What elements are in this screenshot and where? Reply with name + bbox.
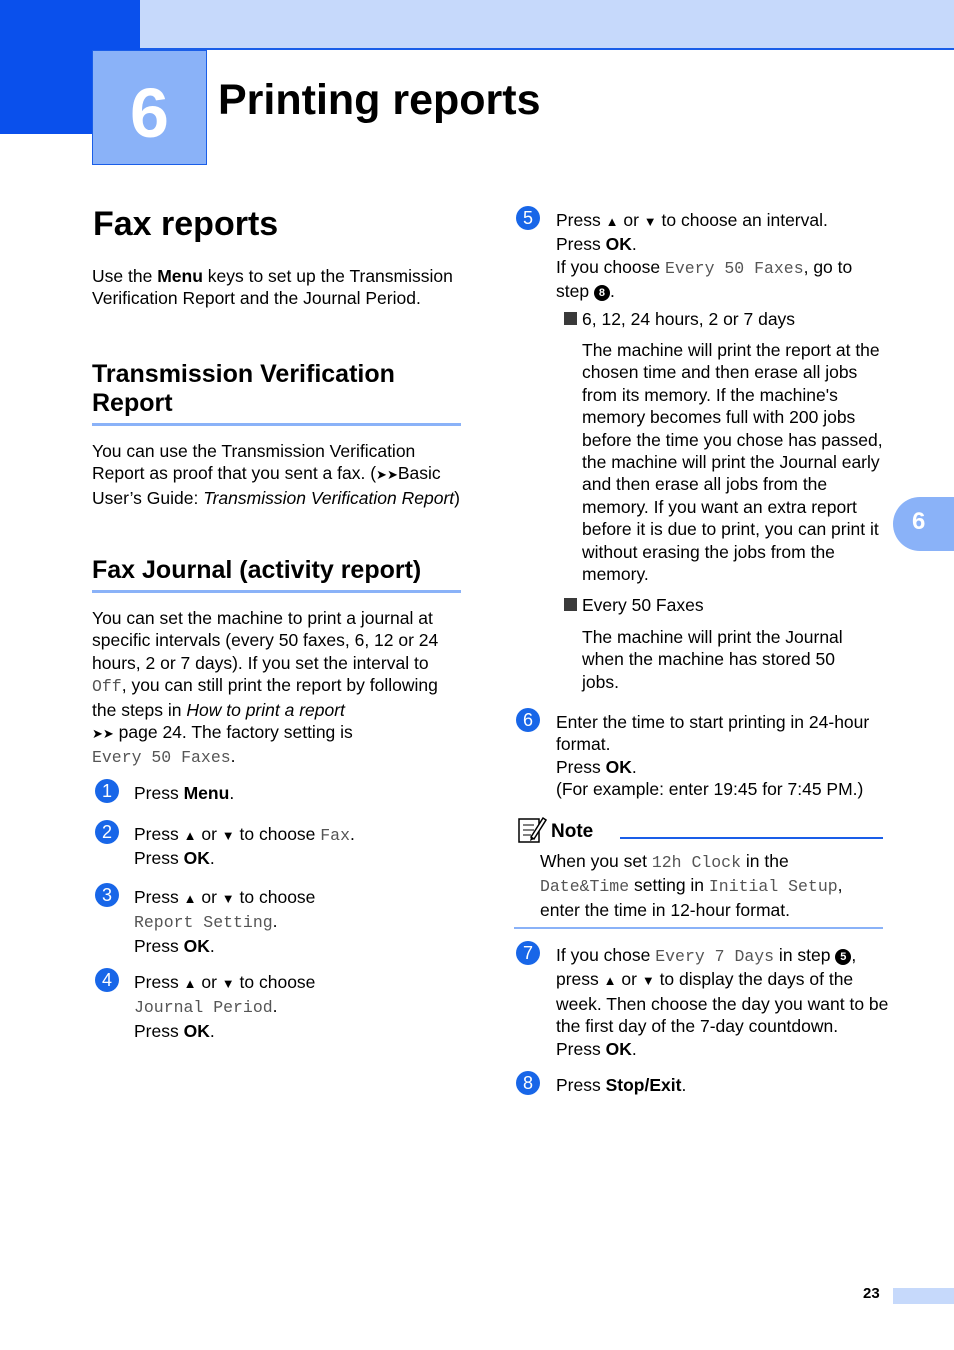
step-text-end: . bbox=[209, 1020, 215, 1041]
press-text: Press bbox=[134, 1020, 184, 1041]
step-8-badge: 8 bbox=[516, 1071, 540, 1095]
note-text-2: in the bbox=[741, 851, 789, 871]
option-2-title: Every 50 Faxes bbox=[582, 595, 704, 615]
lcd-default-text: Every 50 Faxes bbox=[92, 748, 231, 768]
lcd-every-50-text: Every 50 Faxes bbox=[664, 258, 804, 278]
step-2-text bbox=[134, 823, 464, 870]
up-arrow-icon: ▲ bbox=[183, 891, 197, 906]
tvr-text-end: ) bbox=[454, 487, 460, 508]
lcd-journal-period-text: Journal Period bbox=[134, 998, 273, 1018]
double-arrow-icon: ➤➤ bbox=[376, 467, 398, 483]
step-1-text bbox=[134, 782, 464, 804]
ok-key-text: OK bbox=[605, 234, 632, 255]
step-text: Press bbox=[134, 972, 184, 992]
step-text-2: to choose bbox=[234, 972, 316, 992]
down-arrow-icon: ▼ bbox=[221, 976, 235, 991]
step-text: Press bbox=[134, 783, 184, 803]
step-text-2: in step bbox=[774, 945, 836, 965]
down-arrow-icon: ▼ bbox=[221, 891, 235, 906]
step-7-text bbox=[556, 944, 891, 1060]
note-title: Note bbox=[551, 821, 594, 842]
lcd-off-text: Off bbox=[92, 677, 122, 697]
note-title-rule bbox=[620, 837, 883, 839]
double-arrow-icon: ➤➤ bbox=[92, 726, 114, 742]
press-text: Press bbox=[134, 935, 184, 956]
journal-paragraph bbox=[92, 607, 462, 770]
chapter-side-tab-number: 6 bbox=[912, 508, 926, 535]
step-text: Press bbox=[556, 1075, 606, 1095]
step-text: Enter the time to start printing in 24-hour format. bbox=[556, 712, 870, 755]
step-text: If you chose bbox=[556, 945, 656, 965]
step-5-text bbox=[556, 209, 886, 303]
down-arrow-icon: ▼ bbox=[641, 973, 655, 989]
or-text: or bbox=[618, 210, 644, 230]
menu-key-text: Menu bbox=[183, 783, 230, 803]
ok-key-text: OK bbox=[183, 1020, 210, 1041]
step-5-badge: 5 bbox=[516, 206, 540, 230]
up-arrow-icon: ▲ bbox=[605, 214, 619, 229]
down-arrow-icon: ▼ bbox=[643, 214, 657, 229]
press-text: Press bbox=[556, 234, 606, 255]
step-text-end: . bbox=[209, 935, 215, 956]
menu-key-text: Menu bbox=[157, 266, 203, 286]
step-text: Press bbox=[134, 824, 184, 844]
lcd-initial-setup-text: Initial Setup bbox=[708, 877, 838, 897]
step-text-end: . bbox=[631, 1038, 637, 1059]
lcd-fax-text: Fax bbox=[320, 826, 350, 845]
journal-text-2: , you can still print the report by following the steps in bbox=[92, 675, 438, 720]
tvr-heading-rule bbox=[92, 423, 461, 426]
ok-key-text: OK bbox=[183, 935, 210, 956]
or-text: or bbox=[196, 972, 222, 992]
header-rule bbox=[140, 48, 954, 50]
journal-text-end: . bbox=[230, 746, 236, 767]
lcd-date-time-text: Date&Time bbox=[540, 877, 630, 897]
step-text-4: press bbox=[556, 969, 604, 990]
example-text: (For example: enter 19:45 for 7:45 PM.) bbox=[556, 779, 864, 800]
chapter-number-box bbox=[92, 50, 207, 165]
step-text: Press bbox=[556, 210, 606, 230]
intro-text: Use the bbox=[92, 266, 158, 286]
step-7-badge: 7 bbox=[516, 941, 540, 965]
step-ref-badge: 5 bbox=[835, 949, 851, 965]
or-text: or bbox=[196, 824, 222, 844]
step-ref-badge: 8 bbox=[594, 285, 610, 301]
step-6-text bbox=[556, 711, 891, 801]
chapter-number: 6 bbox=[130, 74, 169, 152]
note-text bbox=[540, 850, 885, 921]
stop-exit-key-text: Stop/Exit bbox=[605, 1075, 682, 1095]
or-text: or bbox=[616, 969, 642, 990]
step-1-badge: 1 bbox=[95, 779, 119, 803]
step-text-end: . bbox=[631, 234, 637, 255]
step-text-3: . bbox=[272, 996, 278, 1017]
note-text-4: , bbox=[837, 875, 843, 896]
tvr-guide-text: Basic User’s Guide: bbox=[92, 463, 441, 508]
note-pencil-icon bbox=[517, 815, 547, 845]
up-arrow-icon: ▲ bbox=[603, 973, 617, 989]
ok-key-text: OK bbox=[605, 1038, 632, 1059]
step-text-4: , go to step bbox=[556, 256, 853, 302]
chapter-title: Printing reports bbox=[218, 76, 541, 124]
option-1-text: The machine will print the report at the chosen time and then erase all jobs from its memory. If the machine's memory becomes full with 200 jobs before the time you chose has passed, the machine will print the Journal early and then erase all jobs from the memory. If you want an extra report before it is due to print, you can print it without erasing the jobs from the memory. bbox=[582, 340, 883, 585]
up-arrow-icon: ▲ bbox=[183, 976, 197, 991]
step-text: Press bbox=[134, 887, 184, 907]
journal-text: You can set the machine to print a journal at specific intervals (every 50 faxes, 6, 12 or 24 hours, 2 or 7 days). If you set the interval to bbox=[92, 608, 439, 673]
step-text-end: . bbox=[681, 1075, 687, 1095]
step-text-5: . bbox=[609, 281, 615, 302]
note-text-5: enter the time in 12-hour format. bbox=[540, 899, 790, 920]
tvr-heading: Transmission Verification Report bbox=[92, 360, 395, 417]
lcd-report-setting-text: Report Setting bbox=[134, 913, 273, 933]
intro-text-end: keys to set up the Transmission Verification Report and the Journal Period. bbox=[92, 266, 453, 309]
step-text-3: , bbox=[851, 945, 857, 965]
step-text-end: . bbox=[209, 848, 215, 869]
step-text-3: If you choose bbox=[556, 256, 665, 277]
option-2-text: The machine will print the Journal when the machine has stored 50 jobs. bbox=[582, 627, 843, 692]
step-3-badge: 3 bbox=[95, 883, 119, 907]
intro-paragraph bbox=[92, 265, 462, 310]
how-to-print-link[interactable]: How to print a report bbox=[186, 699, 345, 720]
down-arrow-icon: ▼ bbox=[221, 828, 235, 843]
step-text-3: . bbox=[272, 911, 278, 932]
note-bottom-rule bbox=[514, 927, 883, 929]
up-arrow-icon: ▲ bbox=[183, 828, 197, 843]
ok-key-text: OK bbox=[605, 756, 632, 777]
step-2-badge: 2 bbox=[95, 820, 119, 844]
option-1-title: 6, 12, 24 hours, 2 or 7 days bbox=[582, 309, 796, 329]
step-text-2: to choose an interval. bbox=[656, 210, 828, 230]
step-text-end: . bbox=[229, 783, 235, 803]
note-text-3: setting in bbox=[629, 875, 709, 896]
step-3-text bbox=[134, 886, 464, 957]
step-text-end: . bbox=[631, 756, 637, 777]
press-text: Press bbox=[556, 1038, 606, 1059]
step-4-text bbox=[134, 971, 464, 1042]
bullet-square-icon bbox=[564, 598, 577, 611]
press-text: Press bbox=[134, 848, 184, 869]
or-text: or bbox=[196, 887, 222, 907]
step-text-2: to choose bbox=[234, 824, 321, 844]
lcd-every-7-days-text: Every 7 Days bbox=[655, 947, 775, 966]
tvr-guide-link[interactable]: Transmission Verification Report bbox=[203, 487, 455, 508]
lcd-12h-clock-text: 12h Clock bbox=[651, 853, 741, 872]
tvr-text: You can use the Transmission Verification Report as proof that you sent a fax. ( bbox=[92, 441, 416, 484]
tvr-paragraph bbox=[92, 440, 462, 509]
journal-heading-rule bbox=[92, 590, 461, 593]
ok-key-text: OK bbox=[183, 848, 210, 869]
section-title: Fax reports bbox=[93, 205, 279, 243]
step-text-3: . bbox=[350, 824, 355, 844]
note-text-1: When you set bbox=[540, 851, 652, 871]
step-4-badge: 4 bbox=[95, 968, 119, 992]
journal-text-3: page 24. The factory setting is bbox=[113, 722, 353, 743]
step-8-text bbox=[556, 1074, 886, 1096]
press-text: Press bbox=[556, 756, 606, 777]
page-number: 23 bbox=[863, 1285, 880, 1302]
bullet-square-icon bbox=[564, 312, 577, 325]
step-text-2: to choose bbox=[234, 887, 316, 907]
header-band bbox=[0, 0, 954, 50]
footer-bar bbox=[893, 1288, 954, 1304]
journal-heading: Fax Journal (activity report) bbox=[92, 556, 422, 584]
step-text-5: to display the days of the week. Then choose the day you want to be the first day of the 7-day countdown. bbox=[556, 969, 889, 1037]
step-6-badge: 6 bbox=[516, 708, 540, 732]
